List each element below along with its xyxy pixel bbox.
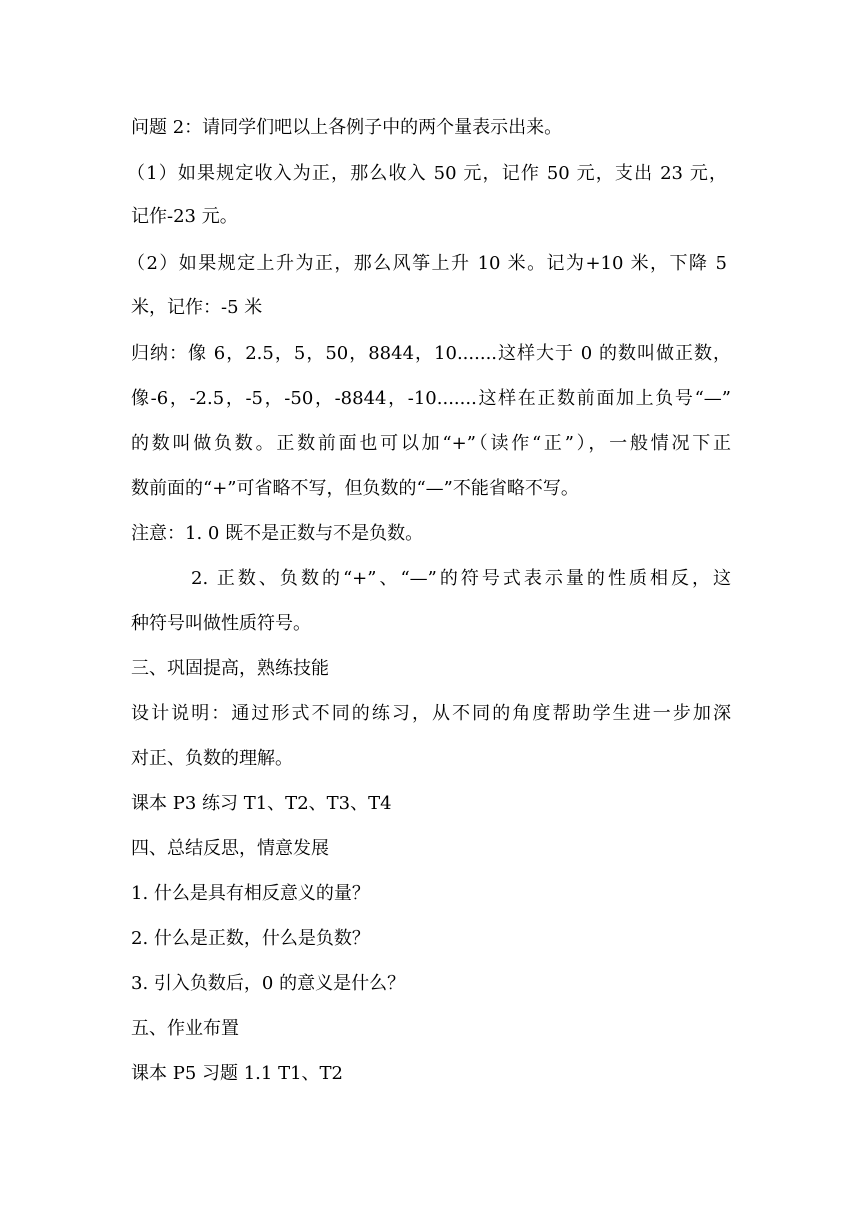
homework-line: 课本 P5 习题 1.1 T1、T2	[131, 1063, 343, 1084]
design-note-line-1: 设计说明：通过形式不同的练习，从不同的角度帮助学生进一步加深	[131, 703, 731, 724]
exercise-line: 课本 P3 练习 T1、T2、T3、T4	[131, 793, 392, 814]
summary-line-4: 数前面的“+”可省略不写，但负数的“—”不能省略不写。	[131, 478, 579, 499]
example-2-line-2: 米，记作：-5 米	[131, 297, 263, 318]
section-3-heading: 三、巩固提高，熟练技能	[131, 658, 329, 679]
reflection-question-2: 2. 什么是正数，什么是负数？	[131, 928, 370, 949]
example-1-line-1: （1）如果规定收入为正，那么收入 50 元，记作 50 元，支出 23 元，	[127, 163, 727, 184]
note-2-line-1: 2. 正数、负数的“+”、“—”的符号式表示量的性质相反，这	[191, 568, 731, 589]
question-2-line: 问题 2：请同学们吧以上各例子中的两个量表示出来。	[131, 117, 563, 138]
example-2-line-1: （2）如果规定上升为正，那么风筝上升 10 米。记为+10 米，下降 5	[127, 253, 727, 274]
reflection-question-1: 1. 什么是具有相反意义的量？	[131, 883, 370, 904]
note-2-line-2: 种符号叫做性质符号。	[131, 613, 311, 634]
design-note-line-2: 对正、负数的理解。	[131, 748, 293, 769]
section-5-heading: 五、作业布置	[131, 1018, 239, 1039]
reflection-question-3: 3. 引入负数后，0 的意义是什么？	[131, 973, 406, 994]
summary-line-2: 像-6，-2.5，-5，-50，-8844，-10.......这样在正数前面加上负号“—”	[131, 388, 731, 409]
section-4-heading: 四、总结反思，情意发展	[131, 838, 329, 859]
summary-line-3: 的数叫做负数。正数前面也可以加“+”（读作“正”），一般情况下正	[131, 433, 731, 454]
summary-line-1: 归纳：像 6，2.5，5，50，8844，10.......这样大于 0 的数叫做正数，	[131, 343, 731, 364]
note-1-line: 注意：1. 0 既不是正数与不是负数。	[131, 523, 424, 544]
example-1-line-2: 记作-23 元。	[131, 206, 238, 227]
